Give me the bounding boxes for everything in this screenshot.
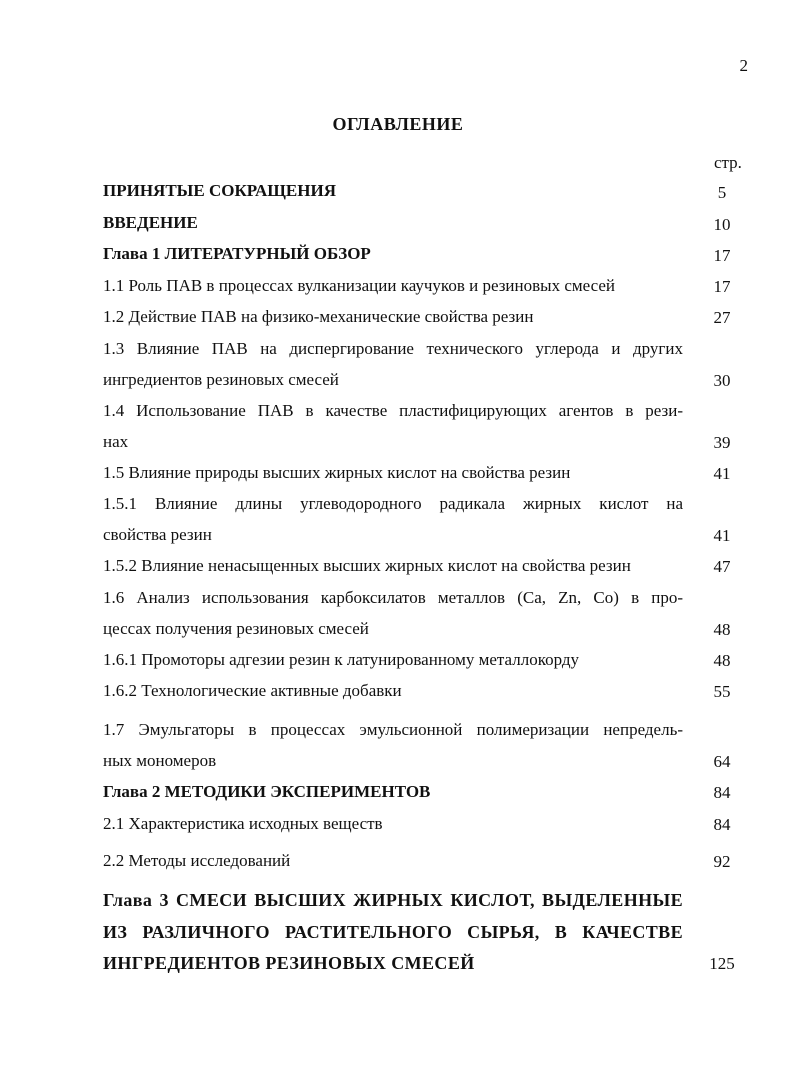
page-column-label: стр. (714, 153, 742, 172)
toc-entry: 1.6.1 Промоторы адгезии резин к латунированному металлокорду (103, 650, 580, 669)
toc-entry-line1: 1.3 Влияние ПАВ на диспергирование технического углерода и других (103, 339, 683, 358)
toc-entry-line2: нах (103, 432, 129, 451)
toc-entry-chapter-3-line1: Глава 3 СМЕСИ ВЫСШИХ ЖИРНЫХ КИСЛОТ, ВЫДЕЛЕННЫЕ (103, 890, 683, 910)
toc-page-number: 5 (717, 183, 727, 202)
toc-entry-line1: 1.4 Использование ПАВ в качестве пластифицирующих агентов в рези- (103, 401, 683, 420)
toc-page-number: 48 (713, 620, 731, 639)
toc-entry-chapter-2: Глава 2 МЕТОДИКИ ЭКСПЕРИМЕНТОВ (103, 782, 431, 801)
toc-page-number: 64 (713, 752, 731, 771)
toc-entry-line2: цессах получения резиновых смесей (103, 619, 369, 638)
toc-entry: 1.5.2 Влияние ненасыщенных высших жирных кислот на свойства резин (103, 556, 631, 575)
toc-entry: 2.1 Характеристика исходных веществ (103, 814, 383, 833)
toc-page-number: 48 (713, 651, 731, 670)
page-number: 2 (739, 56, 748, 75)
toc-entry-line2: свойства резин (103, 525, 212, 544)
toc-entry-line2: ных мономеров (103, 751, 217, 770)
toc-entry-chapter-1: Глава 1 ЛИТЕРАТУРНЫЙ ОБЗОР (103, 244, 371, 263)
toc-title: ОГЛАВЛЕНИЕ (332, 114, 464, 134)
toc-entry: 2.2 Методы исследований (103, 851, 291, 870)
toc-page-number: 41 (713, 526, 731, 545)
toc-entry: 1.2 Действие ПАВ на физико-механические свойства резин (103, 307, 534, 326)
toc-entry: 1.6.2 Технологические активные добавки (103, 681, 402, 700)
toc-page-number: 55 (713, 682, 731, 701)
toc-entry-introduction: ВВЕДЕНИЕ (103, 213, 198, 232)
toc-page-number: 47 (713, 557, 731, 576)
toc-entry-line2: ингредиентов резиновых смесей (103, 370, 339, 389)
toc-page-number: 39 (713, 433, 731, 452)
toc-page-number: 84 (713, 815, 731, 834)
toc-page-number: 27 (713, 308, 731, 327)
toc-page-number: 17 (713, 277, 731, 296)
toc-page-number: 92 (713, 852, 731, 871)
toc-page-number: 17 (713, 246, 731, 265)
toc-page-number: 10 (713, 215, 731, 234)
toc-entry-line1: 1.6 Анализ использования карбоксилатов металлов (Ca, Zn, Co) в про- (103, 588, 683, 607)
toc-entry-chapter-3-line3: ИНГРЕДИЕНТОВ РЕЗИНОВЫХ СМЕСЕЙ (103, 953, 475, 973)
toc-page-number: 125 (709, 954, 735, 973)
toc-entry: 1.1 Роль ПАВ в процессах вулканизации каучуков и резиновых смесей (103, 276, 615, 295)
toc-page-number: 41 (713, 464, 731, 483)
toc-page-number: 30 (713, 371, 731, 390)
toc-entry-line1: 1.5.1 Влияние длины углеводородного радикала жирных кислот на (103, 494, 683, 513)
toc-entry: 1.5 Влияние природы высших жирных кислот на свойства резин (103, 463, 571, 482)
toc-entry-chapter-3-line2: ИЗ РАЗЛИЧНОГО РАСТИТЕЛЬНОГО СЫРЬЯ, В КАЧЕСТВЕ (103, 922, 683, 942)
toc-entry-abbreviations: ПРИНЯТЫЕ СОКРАЩЕНИЯ (103, 181, 336, 200)
toc-entry-line1: 1.7 Эмульгаторы в процессах эмульсионной полимеризации непредель- (103, 720, 683, 739)
toc-page-number: 84 (713, 783, 731, 802)
